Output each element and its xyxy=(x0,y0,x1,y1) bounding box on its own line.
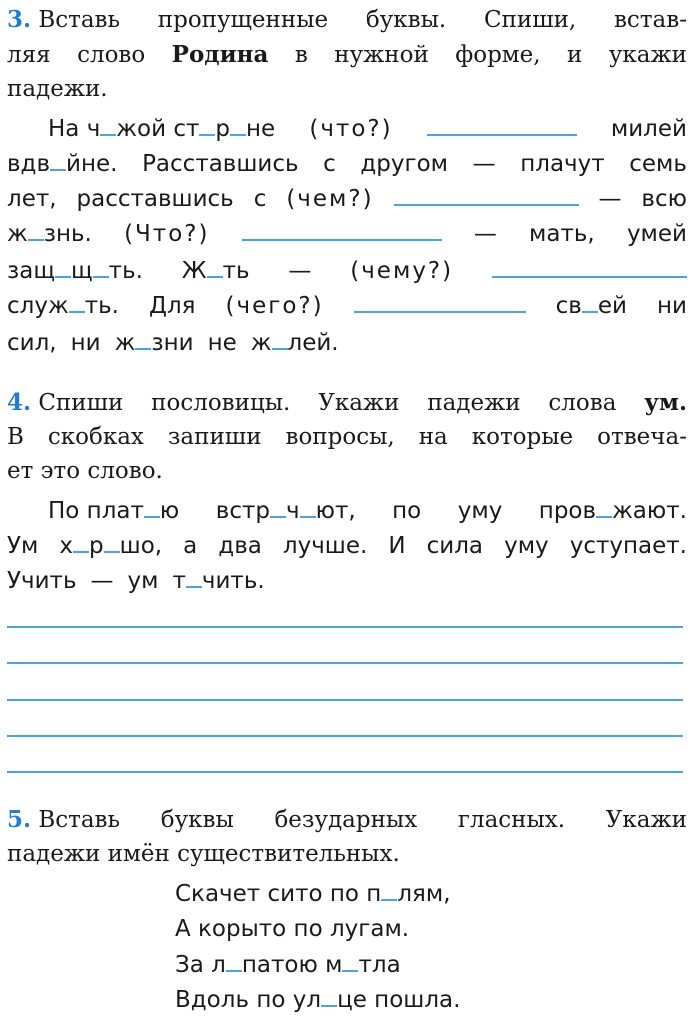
text-fragment: ей xyxy=(597,293,627,319)
letter-gap[interactable] xyxy=(100,116,116,136)
letter-gap[interactable] xyxy=(207,258,223,278)
text-fragment: сила xyxy=(426,533,484,559)
text-fragment: (чего?) xyxy=(225,293,324,319)
text-fragment: — xyxy=(288,258,312,284)
text-fragment: встав- xyxy=(613,7,687,33)
text-fragment: лучше. xyxy=(282,533,368,559)
letter-gap[interactable] xyxy=(55,258,71,278)
task4-keyword: ум. xyxy=(644,389,687,416)
text-fragment: два xyxy=(218,533,262,559)
text-fragment: (Что?) xyxy=(124,221,210,247)
task3-text-line7 xyxy=(7,325,687,361)
word-group xyxy=(7,253,143,289)
text-fragment: с xyxy=(323,151,336,177)
task3-instruction-line2 xyxy=(7,37,687,73)
text-fragment: по xyxy=(392,498,422,524)
text-fragment: плачут xyxy=(520,151,605,177)
text-fragment: уму xyxy=(504,533,549,559)
answer-blank[interactable] xyxy=(427,114,577,136)
text-fragment: зни xyxy=(151,330,194,356)
letter-gap[interactable] xyxy=(342,952,358,972)
writing-line[interactable] xyxy=(7,771,683,773)
text-fragment: И xyxy=(388,533,406,559)
task5-instruction-line1 xyxy=(7,802,687,838)
text-fragment: сил, xyxy=(7,330,57,356)
task3-instruction-line1 xyxy=(7,2,687,38)
word-group xyxy=(7,216,92,252)
text-fragment: — xyxy=(90,568,114,594)
word-group xyxy=(175,876,451,912)
text-fragment: Для xyxy=(148,293,196,319)
task4-instruction-line1 xyxy=(7,385,687,421)
text-fragment: ют, xyxy=(315,498,356,524)
text-fragment: падежи. xyxy=(7,76,108,102)
task3-number: 3. xyxy=(7,6,32,33)
task3-text-line1 xyxy=(48,111,687,147)
text-fragment: всю xyxy=(641,186,687,212)
writing-line[interactable] xyxy=(7,662,683,664)
letter-gap[interactable] xyxy=(144,498,160,518)
text-fragment: — xyxy=(598,186,622,212)
task5-number: 5. xyxy=(7,806,32,833)
text-fragment: Ум xyxy=(7,533,39,559)
poem-line2 xyxy=(175,911,595,947)
text-fragment: вопросы, xyxy=(285,424,395,450)
text-fragment: Расставшись xyxy=(142,151,299,177)
task3-keyword: Родина xyxy=(171,41,269,68)
text-fragment: буквы xyxy=(160,807,234,833)
letter-gap[interactable] xyxy=(50,151,66,171)
text-fragment: ни xyxy=(657,293,687,319)
text-fragment: укажи xyxy=(608,42,687,68)
letter-gap[interactable] xyxy=(28,221,44,241)
letter-gap[interactable] xyxy=(199,116,215,136)
word-group xyxy=(7,802,120,838)
answer-blank[interactable] xyxy=(242,219,442,241)
poem-line4 xyxy=(175,982,595,1018)
task4-text-line1 xyxy=(48,493,687,529)
text-fragment: На ч xyxy=(48,116,101,142)
letter-gap[interactable] xyxy=(73,533,89,553)
text-fragment: В xyxy=(7,424,24,450)
word-group xyxy=(539,493,687,529)
text-fragment: лет, xyxy=(7,186,57,212)
text-fragment: р xyxy=(215,116,231,142)
text-fragment: в xyxy=(294,42,308,68)
word-group xyxy=(7,2,120,38)
text-fragment: — xyxy=(472,151,496,177)
text-fragment: служ xyxy=(7,293,69,319)
text-fragment: буквы. xyxy=(365,7,447,33)
word-group xyxy=(172,563,264,599)
text-fragment: ж xyxy=(250,330,272,356)
text-fragment: другом xyxy=(360,151,449,177)
letter-gap[interactable] xyxy=(93,258,109,278)
text-fragment: падежи xyxy=(427,390,521,416)
letter-gap[interactable] xyxy=(272,330,288,350)
text-fragment: х xyxy=(59,533,74,559)
text-fragment: ть xyxy=(222,258,250,284)
text-fragment: вдв xyxy=(7,151,51,177)
task3-text-line6 xyxy=(7,288,687,324)
text-fragment: Вставь xyxy=(38,7,121,33)
text-fragment: т xyxy=(172,568,186,594)
letter-gap[interactable] xyxy=(300,498,316,518)
text-fragment: милей xyxy=(610,116,687,142)
letter-gap[interactable] xyxy=(104,533,120,553)
text-fragment: не xyxy=(246,116,276,142)
text-fragment: Вдоль по ул xyxy=(175,987,322,1013)
text-fragment: Ж xyxy=(181,258,207,284)
word-group xyxy=(48,111,275,147)
text-fragment: По плат xyxy=(48,498,144,524)
word-group xyxy=(7,288,119,324)
task3-text-line2 xyxy=(7,146,687,182)
task3-instruction-line3 xyxy=(7,71,687,107)
word-group xyxy=(175,947,401,983)
text-fragment: а xyxy=(183,533,198,559)
text-fragment: жают. xyxy=(612,498,687,524)
text-fragment: нужной xyxy=(334,42,429,68)
text-fragment: пословицы. xyxy=(151,390,291,416)
letter-gap[interactable] xyxy=(596,498,612,518)
poem-line1 xyxy=(175,876,595,912)
text-fragment: мать, xyxy=(529,221,595,247)
text-fragment: с xyxy=(253,186,267,212)
text-fragment: ляя xyxy=(7,42,51,68)
text-fragment: Спиши xyxy=(38,390,124,416)
text-fragment: и xyxy=(567,42,583,68)
word-group xyxy=(182,253,250,289)
word-group xyxy=(48,493,179,529)
text-fragment: Вставь xyxy=(38,807,121,833)
letter-gap[interactable] xyxy=(270,498,286,518)
writing-line[interactable] xyxy=(7,626,683,628)
text-fragment: ет это слово. xyxy=(7,458,163,484)
text-fragment: За л xyxy=(175,952,226,978)
text-fragment: гласных. xyxy=(457,807,566,833)
text-fragment: Укажи xyxy=(605,807,687,833)
text-fragment: (чему?) xyxy=(350,258,454,284)
task5-instruction-line2 xyxy=(7,836,687,872)
text-fragment: защ xyxy=(7,258,55,284)
text-fragment: патою м xyxy=(241,952,343,978)
word-group xyxy=(556,288,627,324)
task3-text-line3 xyxy=(7,181,687,217)
text-fragment: щ xyxy=(71,258,93,284)
text-fragment: це пошла. xyxy=(337,987,461,1013)
text-fragment: (что?) xyxy=(309,116,393,142)
text-fragment: слова xyxy=(548,390,617,416)
text-fragment: безударных xyxy=(274,807,418,833)
text-fragment: (чем?) xyxy=(286,186,374,212)
text-fragment: ч xyxy=(285,498,300,524)
word-group xyxy=(7,146,117,182)
text-fragment: умей xyxy=(626,221,687,247)
text-fragment: ж xyxy=(114,330,136,356)
text-fragment: расставшись xyxy=(76,186,234,212)
text-fragment: уступает. xyxy=(569,533,687,559)
letter-gap[interactable] xyxy=(69,293,85,313)
letter-gap[interactable] xyxy=(230,116,246,136)
text-fragment: Укажи xyxy=(318,390,400,416)
text-fragment: р xyxy=(89,533,104,559)
poem-line3 xyxy=(175,947,595,983)
text-fragment: лей. xyxy=(287,330,339,356)
text-fragment: ум xyxy=(127,568,159,594)
letter-gap[interactable] xyxy=(582,293,598,313)
text-fragment: лям, xyxy=(397,881,451,907)
text-fragment: семь xyxy=(629,151,687,177)
text-fragment: ю xyxy=(159,498,180,524)
text-fragment: ни xyxy=(70,330,101,356)
text-fragment: запиши xyxy=(167,424,262,450)
text-fragment: — xyxy=(473,221,497,247)
text-fragment: шо, xyxy=(119,533,163,559)
word-group xyxy=(7,385,123,421)
task4-instruction-line2 xyxy=(7,419,687,455)
text-fragment: скобках xyxy=(47,424,144,450)
text-fragment: Учить xyxy=(7,568,77,594)
answer-blank[interactable] xyxy=(394,184,579,206)
text-fragment: форме, xyxy=(455,42,541,68)
word-group xyxy=(251,325,339,361)
text-fragment: пропущенные xyxy=(157,7,329,33)
text-fragment: Спиши, xyxy=(483,7,577,33)
text-fragment: которые xyxy=(471,424,574,450)
text-fragment: пров xyxy=(538,498,597,524)
letter-gap[interactable] xyxy=(321,987,337,1007)
task4-text-line2 xyxy=(7,528,687,564)
task4-number: 4. xyxy=(7,389,32,416)
letter-gap[interactable] xyxy=(381,881,397,901)
text-fragment: Скачет сито по п xyxy=(175,881,382,907)
letter-gap[interactable] xyxy=(226,952,242,972)
letter-gap[interactable] xyxy=(186,568,202,588)
text-fragment: ть. xyxy=(108,258,143,284)
text-fragment: уму xyxy=(457,498,503,524)
text-fragment: знь. xyxy=(43,221,92,247)
text-fragment: отвеча- xyxy=(597,424,687,450)
text-fragment: чить. xyxy=(201,568,265,594)
word-group xyxy=(175,982,460,1018)
letter-gap[interactable] xyxy=(135,330,151,350)
writing-line[interactable] xyxy=(7,735,683,737)
word-group xyxy=(115,325,194,361)
text-fragment: на xyxy=(418,424,448,450)
text-fragment: слово xyxy=(77,42,146,68)
text-fragment: жой ст xyxy=(116,116,200,142)
text-fragment: св xyxy=(555,293,582,319)
task3-text-line4 xyxy=(7,216,687,252)
text-fragment: йне. xyxy=(66,151,118,177)
word-group xyxy=(216,493,356,529)
writing-line[interactable] xyxy=(7,699,683,701)
task3-text-line5 xyxy=(7,253,687,289)
text-fragment: А корыто по лугам. xyxy=(175,916,410,942)
text-fragment: тла xyxy=(358,952,401,978)
answer-blank[interactable] xyxy=(354,291,526,313)
task4-instruction-line3 xyxy=(7,453,687,489)
word-group xyxy=(59,528,162,564)
text-fragment: встр xyxy=(215,498,270,524)
answer-blank[interactable] xyxy=(492,256,687,278)
text-fragment: ть. xyxy=(84,293,119,319)
text-fragment: ж xyxy=(7,221,28,247)
text-fragment: не xyxy=(207,330,237,356)
text-fragment: падежи имён существительных. xyxy=(7,841,400,867)
task4-text-line3 xyxy=(7,563,687,599)
